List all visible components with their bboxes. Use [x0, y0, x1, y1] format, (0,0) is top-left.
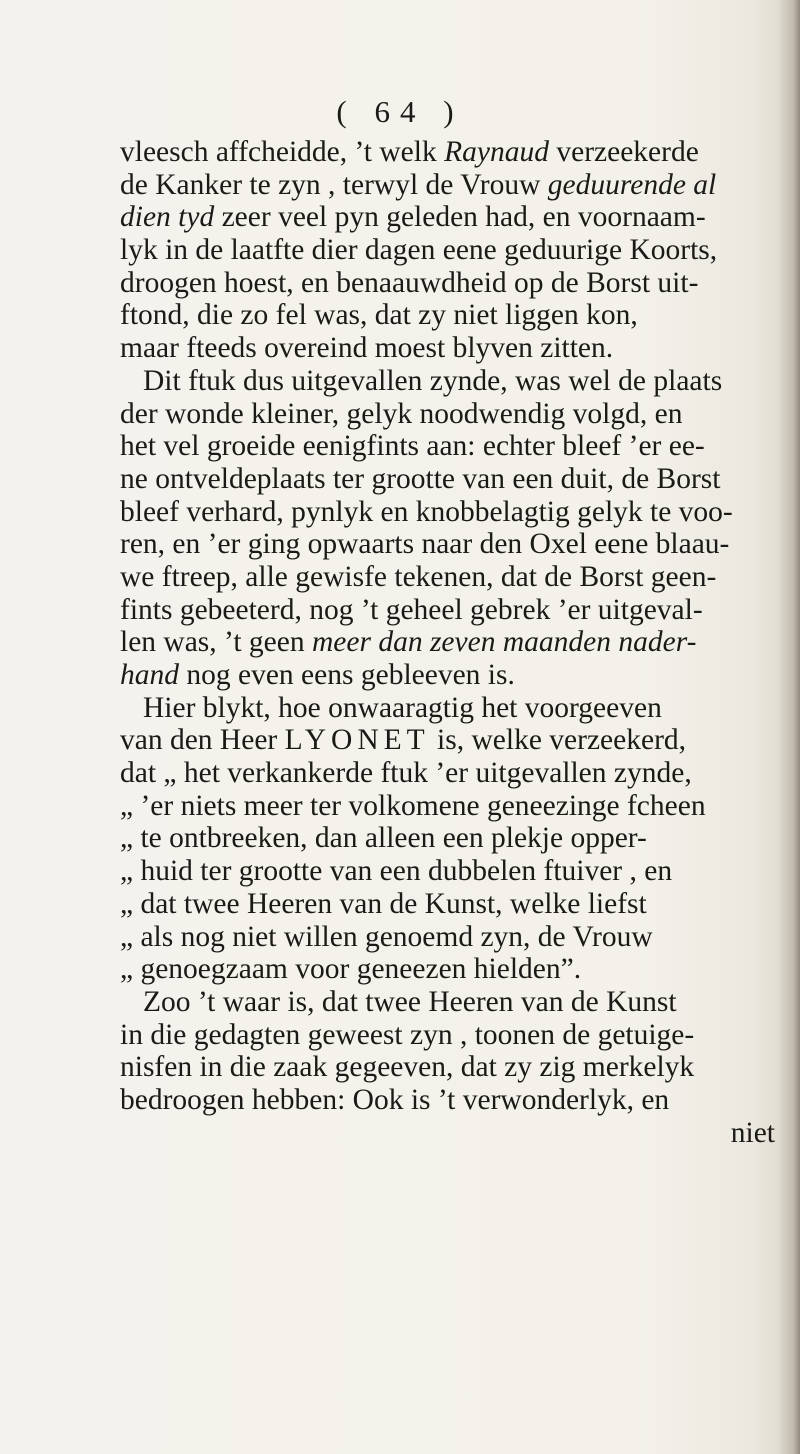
text-line: [120, 1051, 775, 1084]
text-line: [120, 398, 775, 431]
text-segment: „ dat twee Heeren van de Kunst, welke liefst: [120, 887, 647, 920]
text-segment: der wonde kleiner, gelyk noodwendig volgd, en: [120, 397, 683, 430]
text-line: [120, 267, 775, 300]
italic-text: geduurende al: [547, 168, 717, 201]
text-segment: ne ontveldeplaats ter grootte van een duit, de Borst: [120, 462, 721, 495]
text-segment: bleef verhard, pynlyk en knobbelagtig gelyk te voo-: [120, 495, 733, 528]
text-segment: „ als nog niet willen genoemd zyn, de Vrouw: [120, 920, 653, 953]
text-line: [120, 1019, 775, 1052]
text-segment: van den Heer: [120, 724, 285, 757]
text-segment: zeer veel pyn geleden had, en voornaam-: [214, 201, 706, 234]
text-segment: Dit ftuk dus uitgevallen zynde, was wel de plaats: [143, 364, 723, 397]
text-line: [120, 1084, 775, 1117]
text-line: [120, 561, 775, 594]
text-segment: de Kanker te zyn , terwyl de Vrouw: [120, 168, 548, 201]
text-segment: „ te ontbreeken, dan alleen een plekje opper-: [120, 822, 647, 855]
text-line: [120, 332, 775, 365]
text-segment: niet: [730, 1116, 775, 1149]
text-segment: is, welke verzeekerd,: [429, 724, 687, 757]
text-line: [120, 299, 775, 332]
body-text: [120, 136, 775, 1149]
text-segment: ftond, die zo fel was, dat zy niet liggen kon,: [120, 299, 638, 332]
text-line: [120, 790, 775, 823]
text-segment: we ftreep, alle gewisfe tekenen, dat de Borst geen-: [120, 560, 717, 593]
text-line: [120, 594, 775, 627]
text-line: [120, 1117, 775, 1150]
text-segment: „ huid ter grootte van een dubbelen ftuiver , en: [120, 855, 673, 888]
text-segment: droogen hoest, en benaauwdheid op de Borst uit-: [120, 266, 699, 299]
text-segment: het vel groeide eenigfints aan: echter bleef ’er ee-: [120, 430, 705, 463]
text-segment: verzeekerde: [548, 136, 699, 168]
text-segment: fints gebeeterd, nog ’t geheel gebrek ’er uitgeval-: [120, 593, 703, 626]
text-line: [120, 757, 775, 790]
text-segment: nisfen in die zaak gegeeven, dat zy zig merkelyk: [120, 1051, 695, 1084]
text-line: [120, 855, 775, 888]
text-line: [120, 528, 775, 561]
page-edge-shadow: [778, 0, 800, 1454]
text-line: [120, 463, 775, 496]
text-segment: „ genoegzaam voor geneezen hielden”.: [120, 953, 582, 986]
text-line: [120, 169, 775, 202]
text-line: [120, 986, 775, 1019]
text-line: [120, 136, 775, 169]
italic-text: dien tyd: [120, 201, 215, 234]
text-line: [120, 201, 775, 234]
text-segment: Zoo ’t waar is, dat twee Heeren van de Kunst: [143, 985, 677, 1018]
text-segment: vleesch affcheidde, ’t welk: [120, 136, 445, 168]
italic-text: meer dan zeven maanden nader-: [311, 626, 697, 659]
text-line: [120, 659, 775, 692]
text-line: [120, 496, 775, 529]
text-line: [120, 626, 775, 659]
text-segment: maar fteeds overeind moest blyven zitten.: [120, 332, 614, 365]
text-line: [120, 430, 775, 463]
text-segment: ren, en ’er ging opwaarts naar den Oxel eene blaau-: [120, 528, 730, 561]
page-number: ( 64 ): [336, 94, 464, 129]
text-segment: Hier blykt, hoe onwaaragtig het voorgeeven: [143, 691, 662, 724]
text-segment: len was, ’t geen: [120, 626, 312, 659]
italic-text: Raynaud: [444, 136, 549, 168]
italic-text: hand: [120, 659, 179, 691]
text-segment: dat „ het verkankerde ftuk ’er uitgevallen zynde,: [120, 757, 692, 790]
text-segment: nog even eens gebleeven is.: [179, 659, 515, 691]
text-line: [120, 822, 775, 855]
text-line: [120, 724, 775, 757]
text-segment: lyk in de laatfte dier dagen eene geduurige Koorts,: [120, 234, 718, 267]
small-caps-name: LYONET: [284, 724, 430, 757]
text-line: [120, 365, 775, 398]
text-segment: bedroogen hebben: Ook is ’t verwonderlyk, en: [120, 1083, 670, 1116]
text-segment: „ ’er niets meer ter volkomene geneezinge fcheen: [120, 789, 706, 822]
text-line: [120, 888, 775, 921]
text-line: [120, 234, 775, 267]
text-line: [120, 953, 775, 986]
text-line: [120, 921, 775, 954]
text-segment: in die gedagten geweest zyn , toonen de getuige-: [120, 1018, 695, 1051]
text-line: [120, 692, 775, 725]
